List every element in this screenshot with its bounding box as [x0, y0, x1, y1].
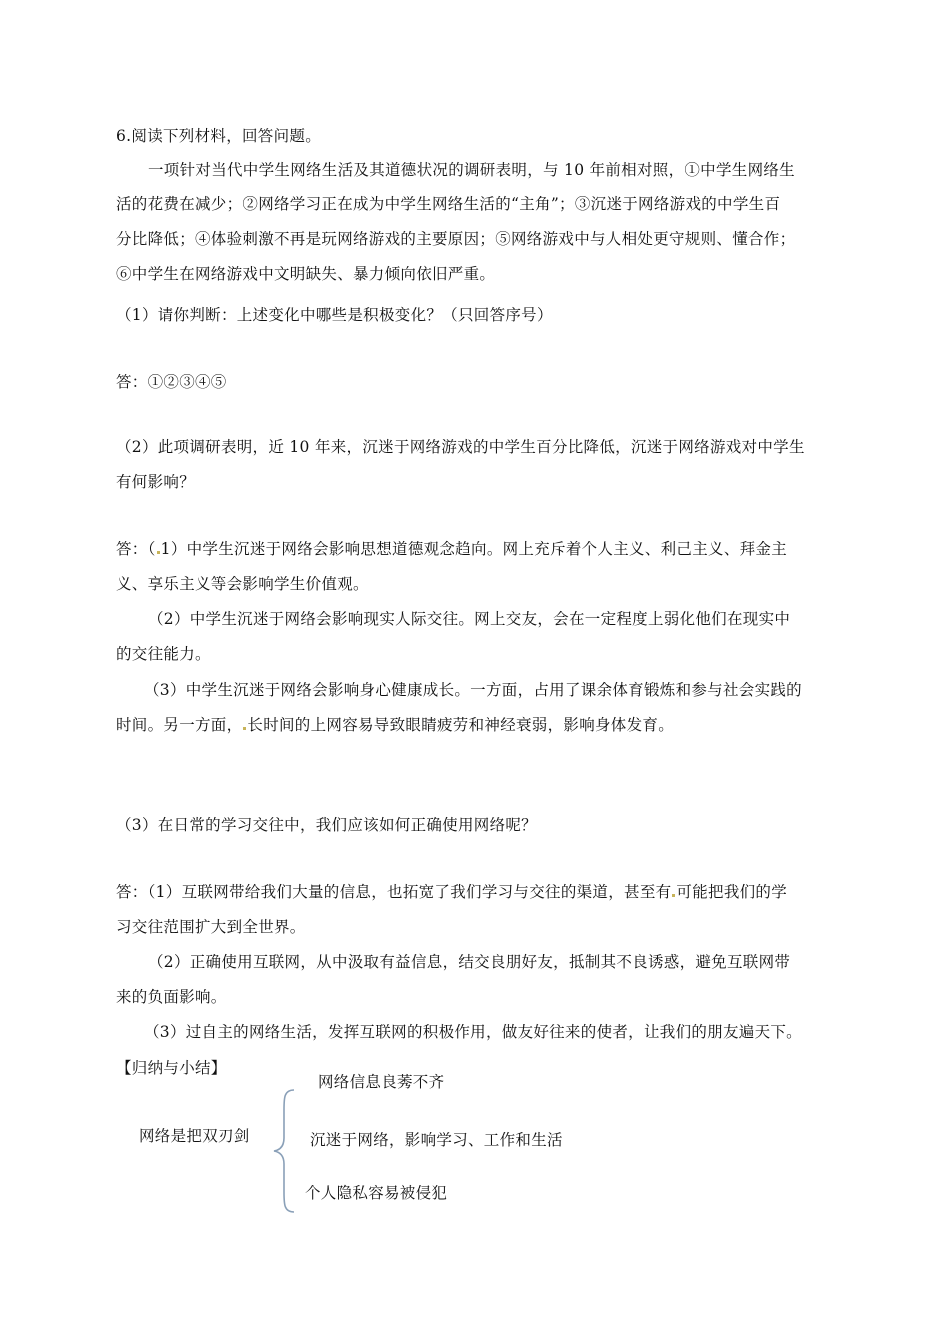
part2-question-line-2: 有何影响？	[116, 473, 196, 491]
part2-answer-2-line-1: （2）中学生沉迷于网络会影响现实人际交往。网上交友，会在一定程度上弱化他们在现实中	[148, 610, 791, 628]
marker-dot	[672, 894, 675, 897]
part2-answer-prefix: 答：（	[116, 540, 156, 558]
marker-dot	[157, 551, 160, 554]
part3-answer-1-line-2: 习交往范围扩大到全世界。	[116, 918, 306, 936]
part2-question-line-1: （2）此项调研表明，近 10 年来，沉迷于网络游戏的中学生百分比降低，沉迷于网络游戏对中学生	[116, 438, 805, 456]
marker-dot	[243, 727, 246, 730]
part3-question: （3）在日常的学习交往中，我们应该如何正确使用网络呢？	[116, 816, 537, 834]
question-title: 6.阅读下列材料，回答问题。	[116, 127, 321, 145]
summary-heading: 【归纳与小结】	[116, 1059, 227, 1077]
material-line-1: 一项针对当代中学生网络生活及其道德状况的调研表明，与 10 年前相对照，①中学生网络生	[148, 161, 795, 179]
part2-answer-2-line-2: 的交往能力。	[116, 645, 211, 663]
part3-answer-2-line-2: 来的负面影响。	[116, 988, 227, 1006]
part3-answer-1-prefix: 答：（1）互联网带给我们大量的信息，也拓宽了我们学习与交往的渠道，甚至有	[116, 883, 672, 901]
part3-answer-2-line-1: （2）正确使用互联网，从中汲取有益信息，结交良朋好友，抵制其不良诱惑，避免互联网带	[148, 953, 791, 971]
part3-answer-3-line-1: （3）过自主的网络生活，发挥互联网的积极作用，做友好往来的使者，让我们的朋友遍天下。	[144, 1023, 802, 1041]
summary-center-label: 网络是把双刃剑	[139, 1127, 250, 1145]
part2-answer-1-text: 1）中学生沉迷于网络会影响思想道德观念趋向。网上充斥着个人主义、利己主义、拜金主	[160, 540, 788, 558]
part2-answer-3-line-1: （3）中学生沉迷于网络会影响身心健康成长。一方面，占用了课余体育锻炼和参与社会实践的	[144, 681, 802, 699]
part1-question: （1）请你判断：上述变化中哪些是积极变化？（只回答序号）	[116, 306, 553, 324]
brace-path	[274, 1090, 294, 1212]
part2-answer-1-line-2: 义、享乐主义等会影响学生价值观。	[116, 575, 369, 593]
part3-answer-1-line-1	[116, 882, 787, 902]
part1-answer: 答：①②③④⑤	[116, 373, 227, 391]
part2-answer-3-line-2	[116, 715, 674, 735]
material-line-2: 活的花费在减少；②网络学习正在成为中学生网络生活的“主角”；③沉迷于网络游戏的中学生百	[116, 195, 781, 213]
summary-item-1: 网络信息良莠不齐	[318, 1073, 445, 1091]
part3-answer-1-text: 可能把我们的学	[676, 883, 788, 901]
summary-item-2: 沉迷于网络，影响学习、工作和生活	[310, 1131, 563, 1149]
part2-answer-1-line-1	[116, 539, 787, 559]
part2-answer-3-prefix: 时间。另一方面，	[116, 716, 243, 734]
curly-brace-icon	[270, 1088, 300, 1214]
material-line-3: 分比降低；④体验刺激不再是玩网络游戏的主要原因；⑤网络游戏中与人相处更守规则、懂合作；	[116, 230, 796, 248]
part2-answer-3-text: 长时间的上网容易导致眼睛疲劳和神经衰弱，影响身体发育。	[247, 716, 675, 734]
summary-item-3: 个人隐私容易被侵犯	[305, 1184, 448, 1202]
material-line-4: ⑥中学生在网络游戏中文明缺失、暴力倾向依旧严重。	[116, 265, 496, 283]
